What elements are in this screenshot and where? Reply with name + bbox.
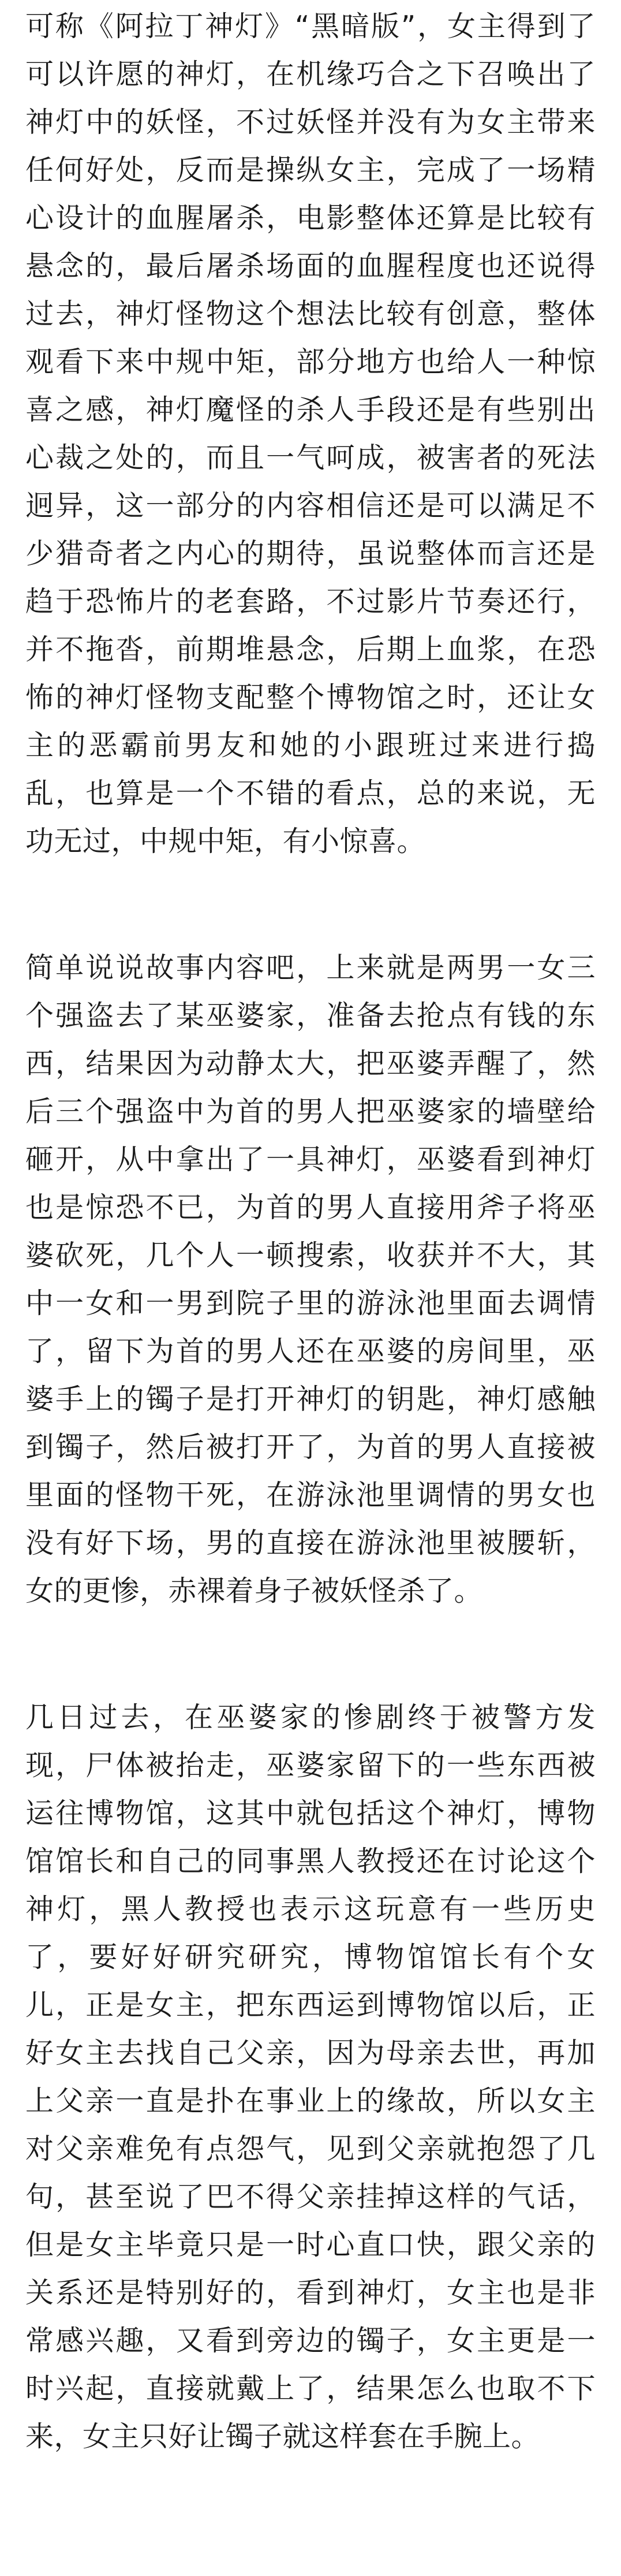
paragraph-intro-review: 可称《阿拉丁神灯》“黑暗版”，女主得到了可以许愿的神灯，在机缘巧合之下召唤出了神灯中的妖怪，不过妖怪并没有为女主带来任何好处，反而是操纵女主，完成了一场精心设计的血腥屠杀，电影整体还算是比较有悬念的，最后屠杀场面的血腥程度也还说得过去，神灯怪物这个想法比较有创意，整体观看下来中规中矩，部分地方也给人一种惊喜之感，神灯魔怪的杀人手段还是有些别出心裁之处的，而且一气呵成，被害者的死法迥异，这一部分的内容相信还是可以满足不少猎奇者之内心的期待，虽说整体而言还是趋于恐怖片的老套路，不过影片节奏还行，并不拖沓，前期堆悬念，后期上血浆，在恐怖的神灯怪物支配整个博物馆之时，还让女主的恶霸前男友和她的小跟班过来进行捣乱，也算是一个不错的看点，总的来说，无功无过，中规中矩，有小惊喜。 (25, 10, 596, 858)
paragraph-story-opening: 简单说说故事内容吧，上来就是两男一女三个强盗去了某巫婆家，准备去抢点有钱的东西，结果因为动静太大，把巫婆弄醒了，然后三个强盗中为首的男人把巫婆家的墙壁给砸开，从中拿出了一具神灯，巫婆看到神灯也是惊恐不已，为首的男人直接用斧子将巫婆砍死，几个人一顿搜索，收获并不大，其中一女和一男到院子里的游泳池里面去调情了，留下为首的男人还在巫婆的房间里，巫婆手上的镯子是打开神灯的钥匙，神灯感触到镯子，然后被打开了，为首的男人直接被里面的怪物干死，在游泳池里调情的男女也没有好下场，男的直接在游泳池里被腰斩，女的更惨，赤裸着身子被妖怪杀了。 (25, 951, 596, 1607)
paragraph-museum: 几日过去，在巫婆家的惨剧终于被警方发现，尸体被抬走，巫婆家留下的一些东西被运往博物馆，这其中就包括这个神灯，博物馆馆长和自己的同事黑人教授还在讨论这个神灯，黑人教授也表示这玩意有一些历史了，要好好研究研究，博物馆馆长有个女儿，正是女主，把东西运到博物馆以后，正好女主去找自己父亲，因为母亲去世，再加上父亲一直是扑在事业上的缘故，所以女主对父亲难免有点怨气，见到父亲就抱怨了几句，甚至说了巴不得父亲挂掉这样的气话，但是女主毕竟只是一时心直口快，跟父亲的关系还是特别好的，看到神灯，女主也是非常感兴趣，又看到旁边的镯子，女主更是一时兴起，直接就戴上了，结果怎么也取不下来，女主只好让镯子就这样套在手腕上。 (25, 1701, 596, 2453)
